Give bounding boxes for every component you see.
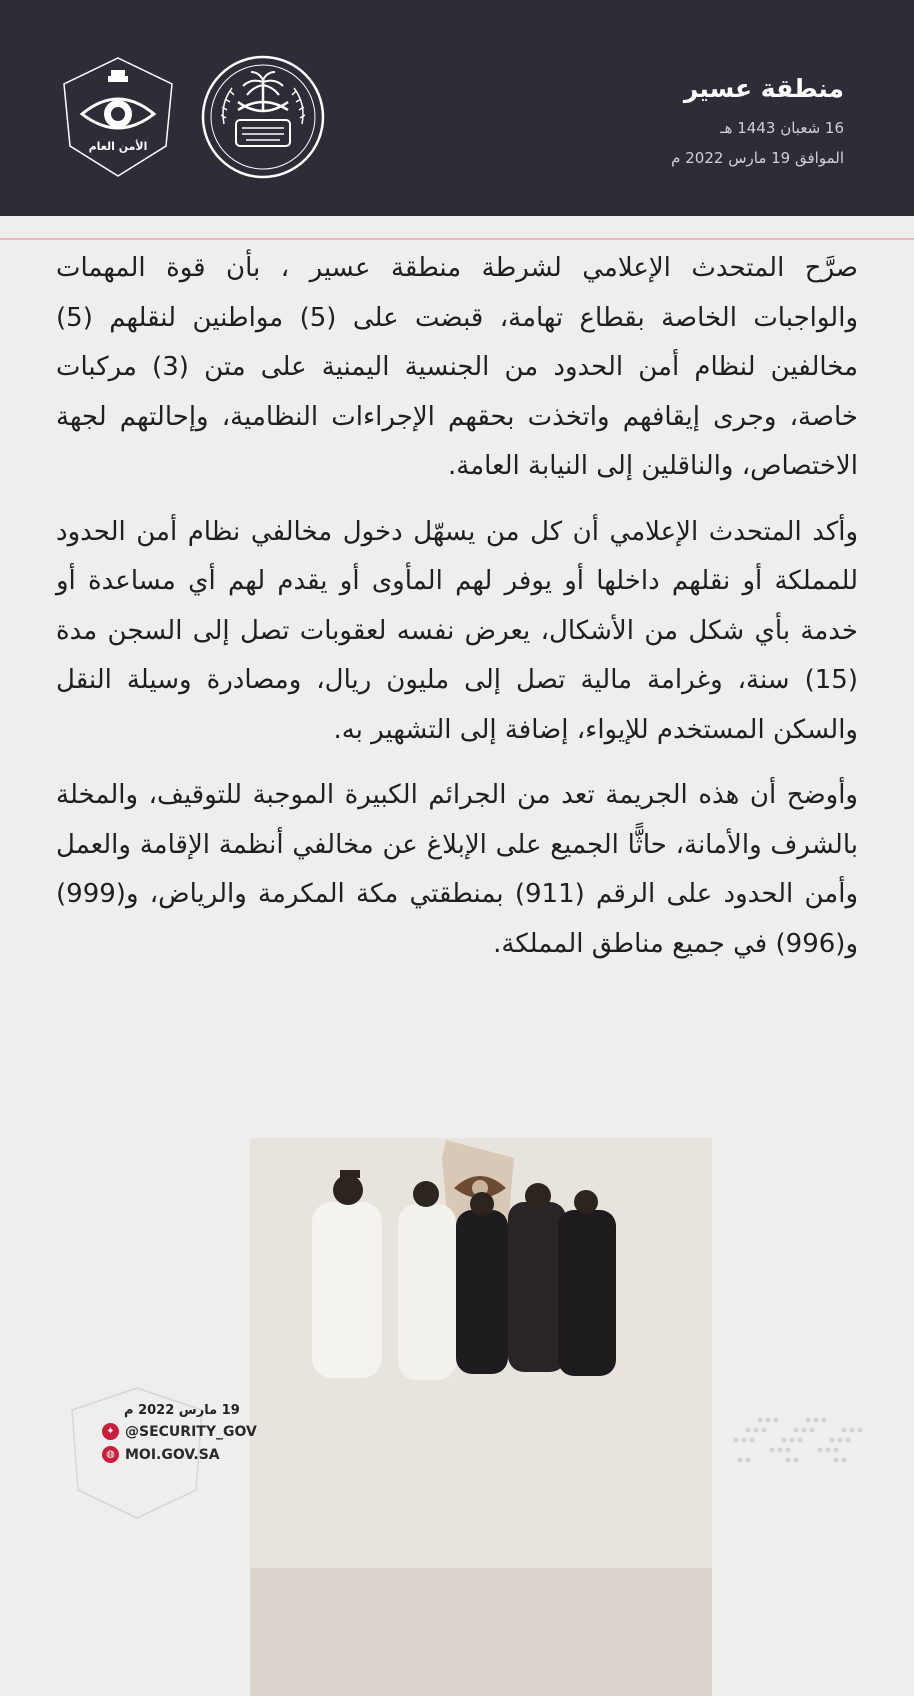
region-title: منطقة عسير	[683, 74, 844, 103]
paragraph-1: صرَّح المتحدث الإعلامي لشرطة منطقة عسير ، بأن قوة المهمات والواجبات الخاصة بقطاع تهامة، قبضت على (5) مواطنين لنقلهم (5) مخالفين لنظام أمن الحدود من الجنسية اليمنية على متن (3) مركبات خاصة، وجرى إيقافهم واتخذت بحقهم الإجراءات النظامية، وإحالتهم لجهة الاختصاص، والناقلين إلى النيابة العامة.	[56, 253, 858, 481]
website-url[interactable]: MOI.GOV.SA	[125, 1446, 220, 1463]
twitter-handle[interactable]: @SECURITY_GOV	[125, 1423, 257, 1440]
statement-body	[56, 244, 858, 985]
public-security-label: الأمن العام	[88, 140, 148, 153]
twitter-link[interactable]	[102, 1423, 257, 1440]
globe-icon: ◍	[102, 1446, 119, 1463]
paragraph-2: وأكد المتحدث الإعلامي أن كل من يسهّل دخول مخالفي نظام أمن الحدود للمملكة أو نقلهم داخلها أو يوفر لهم المأوى أو يقدم لهم أي مساعدة أو خدمة بأي شكل من الأشكال، يعرض نفسه لعقوبات تصل إلى السجن مدة (15) سنة، وغرامة مالية تصل إلى مليون ريال، ومصادرة وسيلة النقل والسكن المستخدم للإيواء، إضافة إلى التشهير به.	[56, 516, 858, 745]
shield-icon	[56, 54, 180, 180]
dot-pattern-decoration	[728, 1400, 868, 1470]
website-link[interactable]	[102, 1446, 220, 1463]
person-5	[558, 1190, 616, 1376]
detainees-photo	[250, 1138, 712, 1696]
paragraph-3: وأوضح أن هذه الجريمة تعد من الجرائم الكبيرة الموجبة للتوقيف، والمخلة بالشرف والأمانة، حاثًّا الجميع على الإبلاغ عن مخالفي أنظمة الإقامة والعمل وأمن الحدود على الرقم (911) بمنطقتي مكة المكرمة والرياض، و(999) و(996) في جميع مناطق المملكة.	[56, 780, 858, 959]
twitter-icon: ✦	[102, 1423, 119, 1440]
header	[0, 0, 914, 216]
person-3	[456, 1192, 508, 1374]
gregorian-date: الموافق 19 مارس 2022 م	[671, 149, 844, 167]
person-4	[508, 1183, 566, 1372]
hijri-date: 16 شعبان 1443 هـ	[720, 119, 844, 137]
header-divider	[0, 238, 914, 240]
footer-date: 19 مارس 2022 م	[124, 1403, 240, 1418]
person-2	[398, 1181, 456, 1380]
saudi-emblem-icon	[200, 54, 326, 180]
public-security-badge	[56, 54, 180, 180]
